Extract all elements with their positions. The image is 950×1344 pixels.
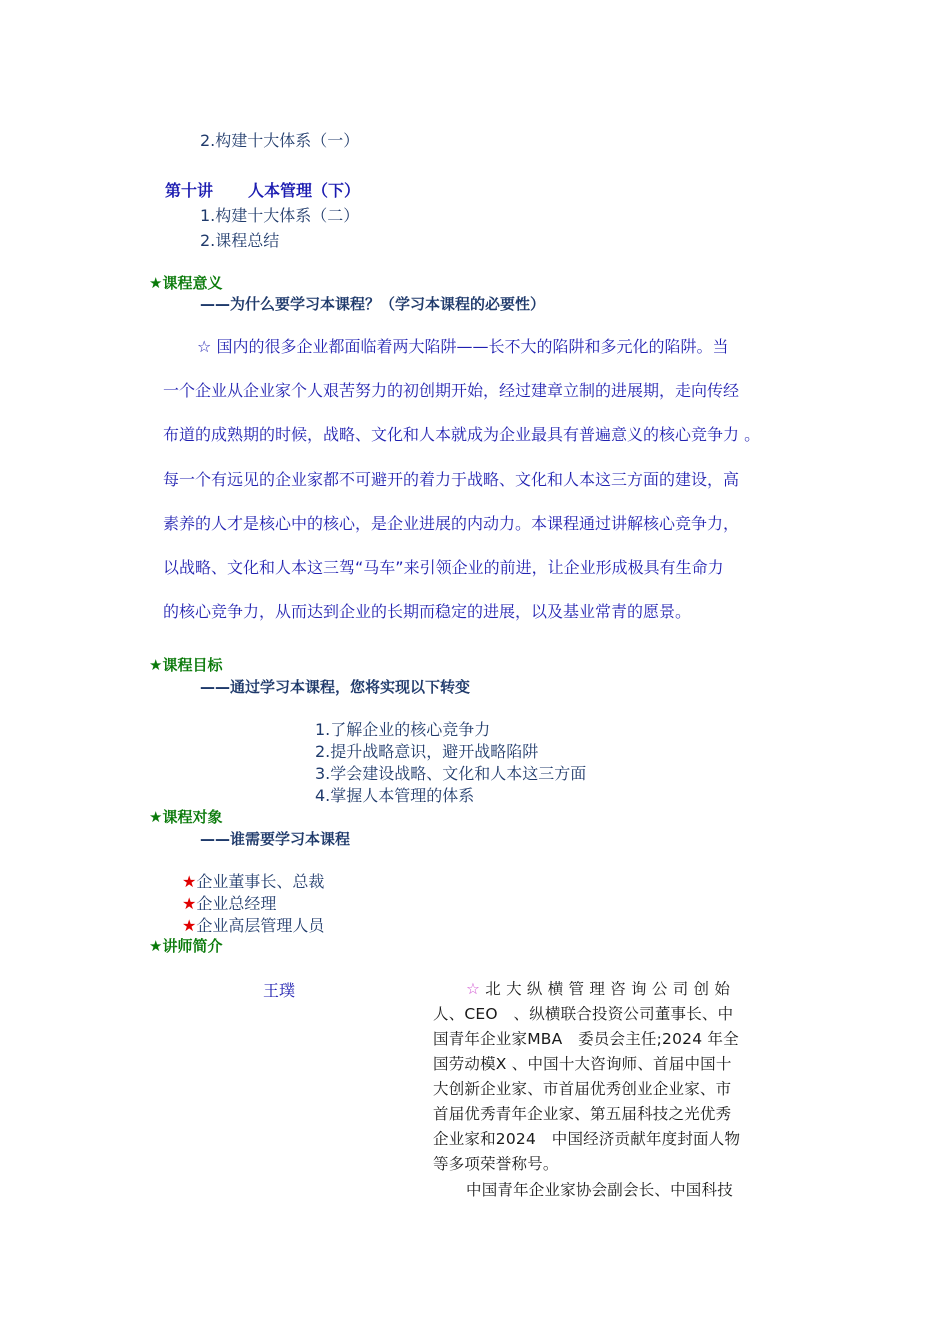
star-icon: ★	[149, 808, 163, 826]
section-heading-instructor: ★讲师简介	[149, 937, 223, 955]
goal-item: 3.学会建设战略、文化和人本这三方面	[315, 764, 587, 783]
audience-item: ★企业总经理	[182, 894, 277, 913]
section-heading-goals: ★课程目标	[149, 656, 223, 674]
audience-subheading: ——谁需要学习本课程	[200, 830, 351, 848]
meaning-line: 的核心竞争力，从而达到企业的长期而稳定的进展，以及基业常青的愿景。	[163, 602, 692, 621]
lecture-10-item: 2.课程总结	[200, 231, 280, 250]
star-icon: ★	[149, 274, 163, 292]
instructor-bio-line: 企业家和2024 中国经济贡献年度封面人物	[433, 1130, 741, 1148]
instructor-bio-line: 首届优秀青年企业家、第五届科技之光优秀	[433, 1105, 732, 1123]
section-heading-audience: ★课程对象	[149, 808, 223, 826]
instructor-bio-line: 国青年企业家MBA 委员会主任;2024 年全	[433, 1030, 739, 1048]
red-star-icon: ★	[182, 894, 197, 913]
star-icon: ★	[149, 937, 163, 955]
section-heading-meaning: ★课程意义	[149, 274, 223, 292]
goal-item: 2.提升战略意识，避开战略陷阱	[315, 742, 539, 761]
goal-item: 4.掌握人本管理的体系	[315, 786, 475, 805]
lecture-10-title: 人本管理（下）	[248, 181, 361, 200]
instructor-bio-line: 等多项荣誉称号。	[433, 1155, 559, 1173]
goal-item: 1.了解企业的核心竞争力	[315, 720, 491, 739]
hollow-star-icon: ☆	[466, 980, 481, 998]
red-star-icon: ★	[182, 916, 197, 935]
outline-item-prev: 2.构建十大体系（一）	[200, 131, 360, 150]
instructor-bio-line: 国劳动模X 、中国十大咨询师、首届中国十	[433, 1055, 732, 1073]
instructor-bio-line: ☆ 北 大 纵 横 管 理 咨 询 公 司 创 始	[466, 980, 731, 998]
instructor-bio-line: 人、CEO 、纵横联合投资公司董事长、中	[433, 1005, 734, 1023]
meaning-line: 素养的人才是核心中的核心，是企业进展的内动力。本课程通过讲解核心竞争力，	[163, 514, 740, 533]
lecture-10-item: 1.构建十大体系（二）	[200, 206, 360, 225]
goals-subheading: ——通过学习本课程，您将实现以下转变	[200, 678, 471, 696]
audience-item: ★企业高层管理人员	[182, 916, 325, 935]
meaning-line: ☆ 国内的很多企业都面临着两大陷阱——长不大的陷阱和多元化的陷阱。当	[197, 337, 729, 356]
meaning-line: 布道的成熟期的时候，战略、文化和人本就成为企业最具有普遍意义的核心竞争力 。	[163, 425, 761, 444]
instructor-bio-line: 中国青年企业家协会副会长、中国科技	[466, 1181, 733, 1199]
meaning-line: 一个企业从企业家个人艰苦努力的初创期开始，经过建章立制的进展期，走向传经	[163, 381, 740, 400]
meaning-subheading: ——为什么要学习本课程？（学习本课程的必要性）	[200, 295, 546, 313]
star-icon: ★	[149, 656, 163, 674]
audience-item: ★企业董事长、总裁	[182, 872, 325, 891]
red-star-icon: ★	[182, 872, 197, 891]
meaning-line: 每一个有远见的企业家都不可避开的着力于战略、文化和人本这三方面的建设，高	[163, 470, 740, 489]
meaning-line: 以战略、文化和人本这三驾“马车”来引领企业的前进，让企业形成极具有生命力	[163, 558, 724, 577]
lecture-10-number: 第十讲	[165, 181, 214, 200]
hollow-star-icon: ☆	[197, 337, 212, 356]
instructor-bio-line: 大创新企业家、市首届优秀创业企业家、市	[433, 1080, 732, 1098]
instructor-name: 王璞	[263, 981, 296, 1000]
